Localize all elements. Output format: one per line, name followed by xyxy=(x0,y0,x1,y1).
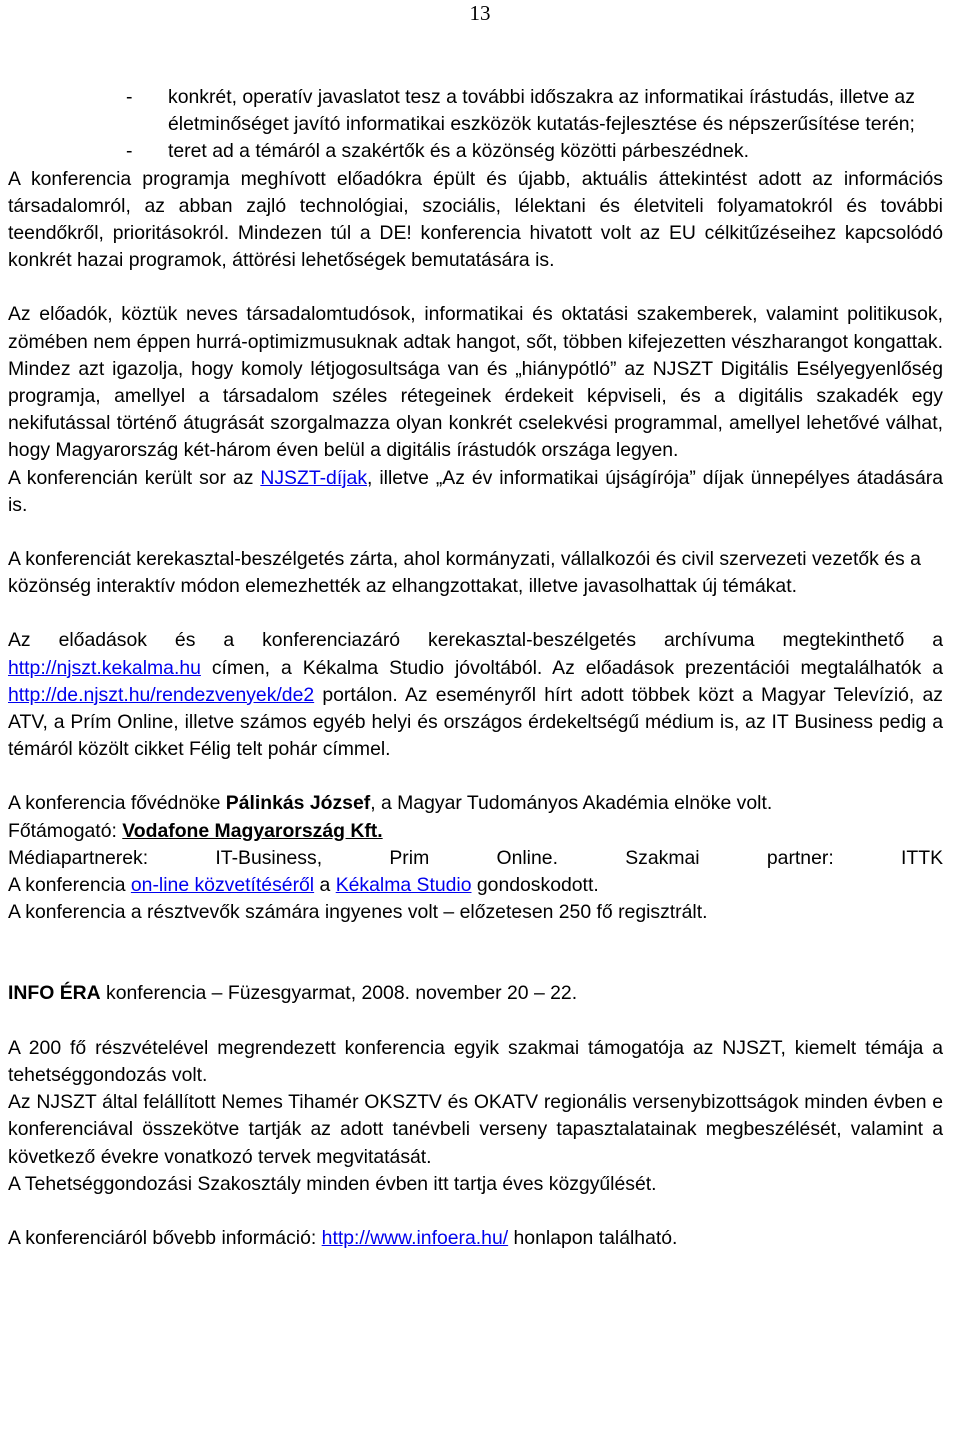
broadcast-text-1: A konferencia xyxy=(8,874,131,897)
page-number: 13 xyxy=(469,1,491,25)
patron-name: Pálinkás József xyxy=(225,792,371,815)
kekalma-studio-link[interactable]: Kékalma Studio xyxy=(335,874,472,897)
more-info-text-after: honlapon található. xyxy=(508,1226,678,1249)
paragraph-program: A konferencia programja meghívott előadókra épült és újabb, aktuális áttekintést adott az információs társadalomról, az abban zajló technológiai, szociális, lélektani és életviteli folyamatokról és további teendőkről, prioritásokról. Mindezen túl a DE! konferencia hivatott volt az EU célkitűzéseihez kapcsolódó konkrét hazai programok, áttörési lehetőségek bemutatására is. xyxy=(8,167,943,272)
paragraph-speakers: Az előadók, köztük neves társadalomtudósok, informatikai és oktatási szakemberek, valamint politikusok, zömében nem éppen hurrá-optimizmusuknak adtak hangot, sőt, többen kifejezetten vészharangot kongattak. Mindez azt igazolja, hogy komoly létjogosultsága van és „hiánypótló” az NJSZT Digitális Esélyegyenlőség programja, amellyel a társadalom széles rétegeinek érdekeit képviseli, és a digitális szakadék egy nekifutással történő átugrását szorgalmazza olyan konkrét cselekvési programmal, amellyel lehetővé válhat, hogy Magyarország két-három éven belül a digitális írástudók országa legyen. xyxy=(8,303,943,462)
patron-text: A konferencia fővédnöke xyxy=(8,792,226,815)
paragraph-main-sponsor xyxy=(8,818,943,845)
broadcast-text-2: a xyxy=(314,874,336,897)
section-title-rest: konferencia – Füzesgyarmat, 2008. november 20 – 22. xyxy=(100,982,578,1005)
paragraph-infoera-more-info xyxy=(8,1225,943,1252)
archive-text-1: Az előadások és a konferenciazáró kerekasztal-beszélgetés archívuma megtekinthető a xyxy=(8,629,943,652)
list-item xyxy=(8,84,943,138)
paragraph-awards xyxy=(8,465,943,519)
paragraph-media-partners: Médiapartnerek: IT-Business, Prim Online. Szakmai partner: ITTK xyxy=(8,846,943,869)
kekalma-archive-link[interactable]: http://njszt.kekalma.hu xyxy=(8,656,201,679)
document-body xyxy=(8,84,943,1252)
section-title-bold: INFO ÉRA xyxy=(8,982,101,1005)
sponsor-label: Főtámogató: xyxy=(8,819,123,842)
online-broadcast-link[interactable]: on-line közvetítéséről xyxy=(130,874,315,897)
more-info-text: A konferenciáról bővebb információ: xyxy=(8,1226,322,1249)
paragraph-infoera-intro: A 200 fő részvételével megrendezett konferencia egyik szakmai támogatója az NJSZT, kiemelt témája a tehetséggondozás volt. xyxy=(8,1036,943,1086)
paragraph-infoera-competition: Az NJSZT által felállított Nemes Tihamér OKSZTV és OKATV regionális versenybizottságok minden évben e konferenciával összekötve tartják az adott tanévbeli verseny tapasztalatainak megbeszélését, valamint a következő évekre vonatkozó tervek megvitatását. xyxy=(8,1091,943,1168)
patron-title: , a Magyar Tudományos Akadémia elnöke volt. xyxy=(370,792,773,815)
bullet-text: konkrét, operatív javaslatot tesz a további időszakra az informatikai írástudás, illetve az életminőséget javító informatikai eszközök kutatás-fejlesztése és népszerűsítése terén; xyxy=(168,86,915,136)
awards-text-after: , illetve „Az év informatikai újságírója” díjak ünnepélyes átadására is. xyxy=(8,466,943,516)
section-title-infoera xyxy=(8,980,943,1007)
list-item xyxy=(8,138,943,165)
paragraph-broadcast xyxy=(8,872,943,899)
bullet-marker: - xyxy=(126,86,133,108)
bullet-text: teret ad a témáról a szakértők és a közönség közötti párbeszédnek. xyxy=(168,140,749,163)
paragraph-registration: A konferencia a résztvevők számára ingyenes volt – előzetesen 250 fő regisztrált. xyxy=(8,901,708,924)
paragraph-infoera-assembly: A Tehetséggondozási Szakosztály minden évben itt tartja éves közgyűlését. xyxy=(8,1172,657,1195)
archive-text-3: portálon. Az eseményről hírt adott többek közt a Magyar Televízió, az ATV, a Prím Online, illetve számos egyéb helyi és országos érdekeltségű médium is, az IT Business pedig a témáról közölt cikket Félig telt pohár címmel. xyxy=(8,683,943,761)
bullet-marker: - xyxy=(126,140,133,163)
bullet-list xyxy=(8,84,943,166)
broadcast-text-3: gondoskodott. xyxy=(471,874,599,897)
infoera-link[interactable]: http://www.infoera.hu/ xyxy=(321,1226,509,1249)
archive-text-2: címen, a Kékalma Studio jóvoltából. Az előadások prezentációi megtalálhatók a xyxy=(200,656,943,679)
sponsor-name: Vodafone Magyarország Kft. xyxy=(122,819,383,842)
paragraph-archive xyxy=(8,627,943,763)
de-presentations-link[interactable]: http://de.njszt.hu/rendezvenyek/de2 xyxy=(8,683,315,706)
njszt-awards-link[interactable]: NJSZT-díjak xyxy=(260,466,368,489)
awards-text-before: A konferencián került sor az xyxy=(8,466,261,489)
paragraph-roundtable: A konferenciát kerekasztal-beszélgetés zárta, ahol kormányzati, vállalkozói és civil szervezeti vezetők és a közönség interaktív módon elemezhették az elhangzottakat, illetve javasolhattak új témákat. xyxy=(8,548,921,598)
paragraph-patron xyxy=(8,790,943,817)
